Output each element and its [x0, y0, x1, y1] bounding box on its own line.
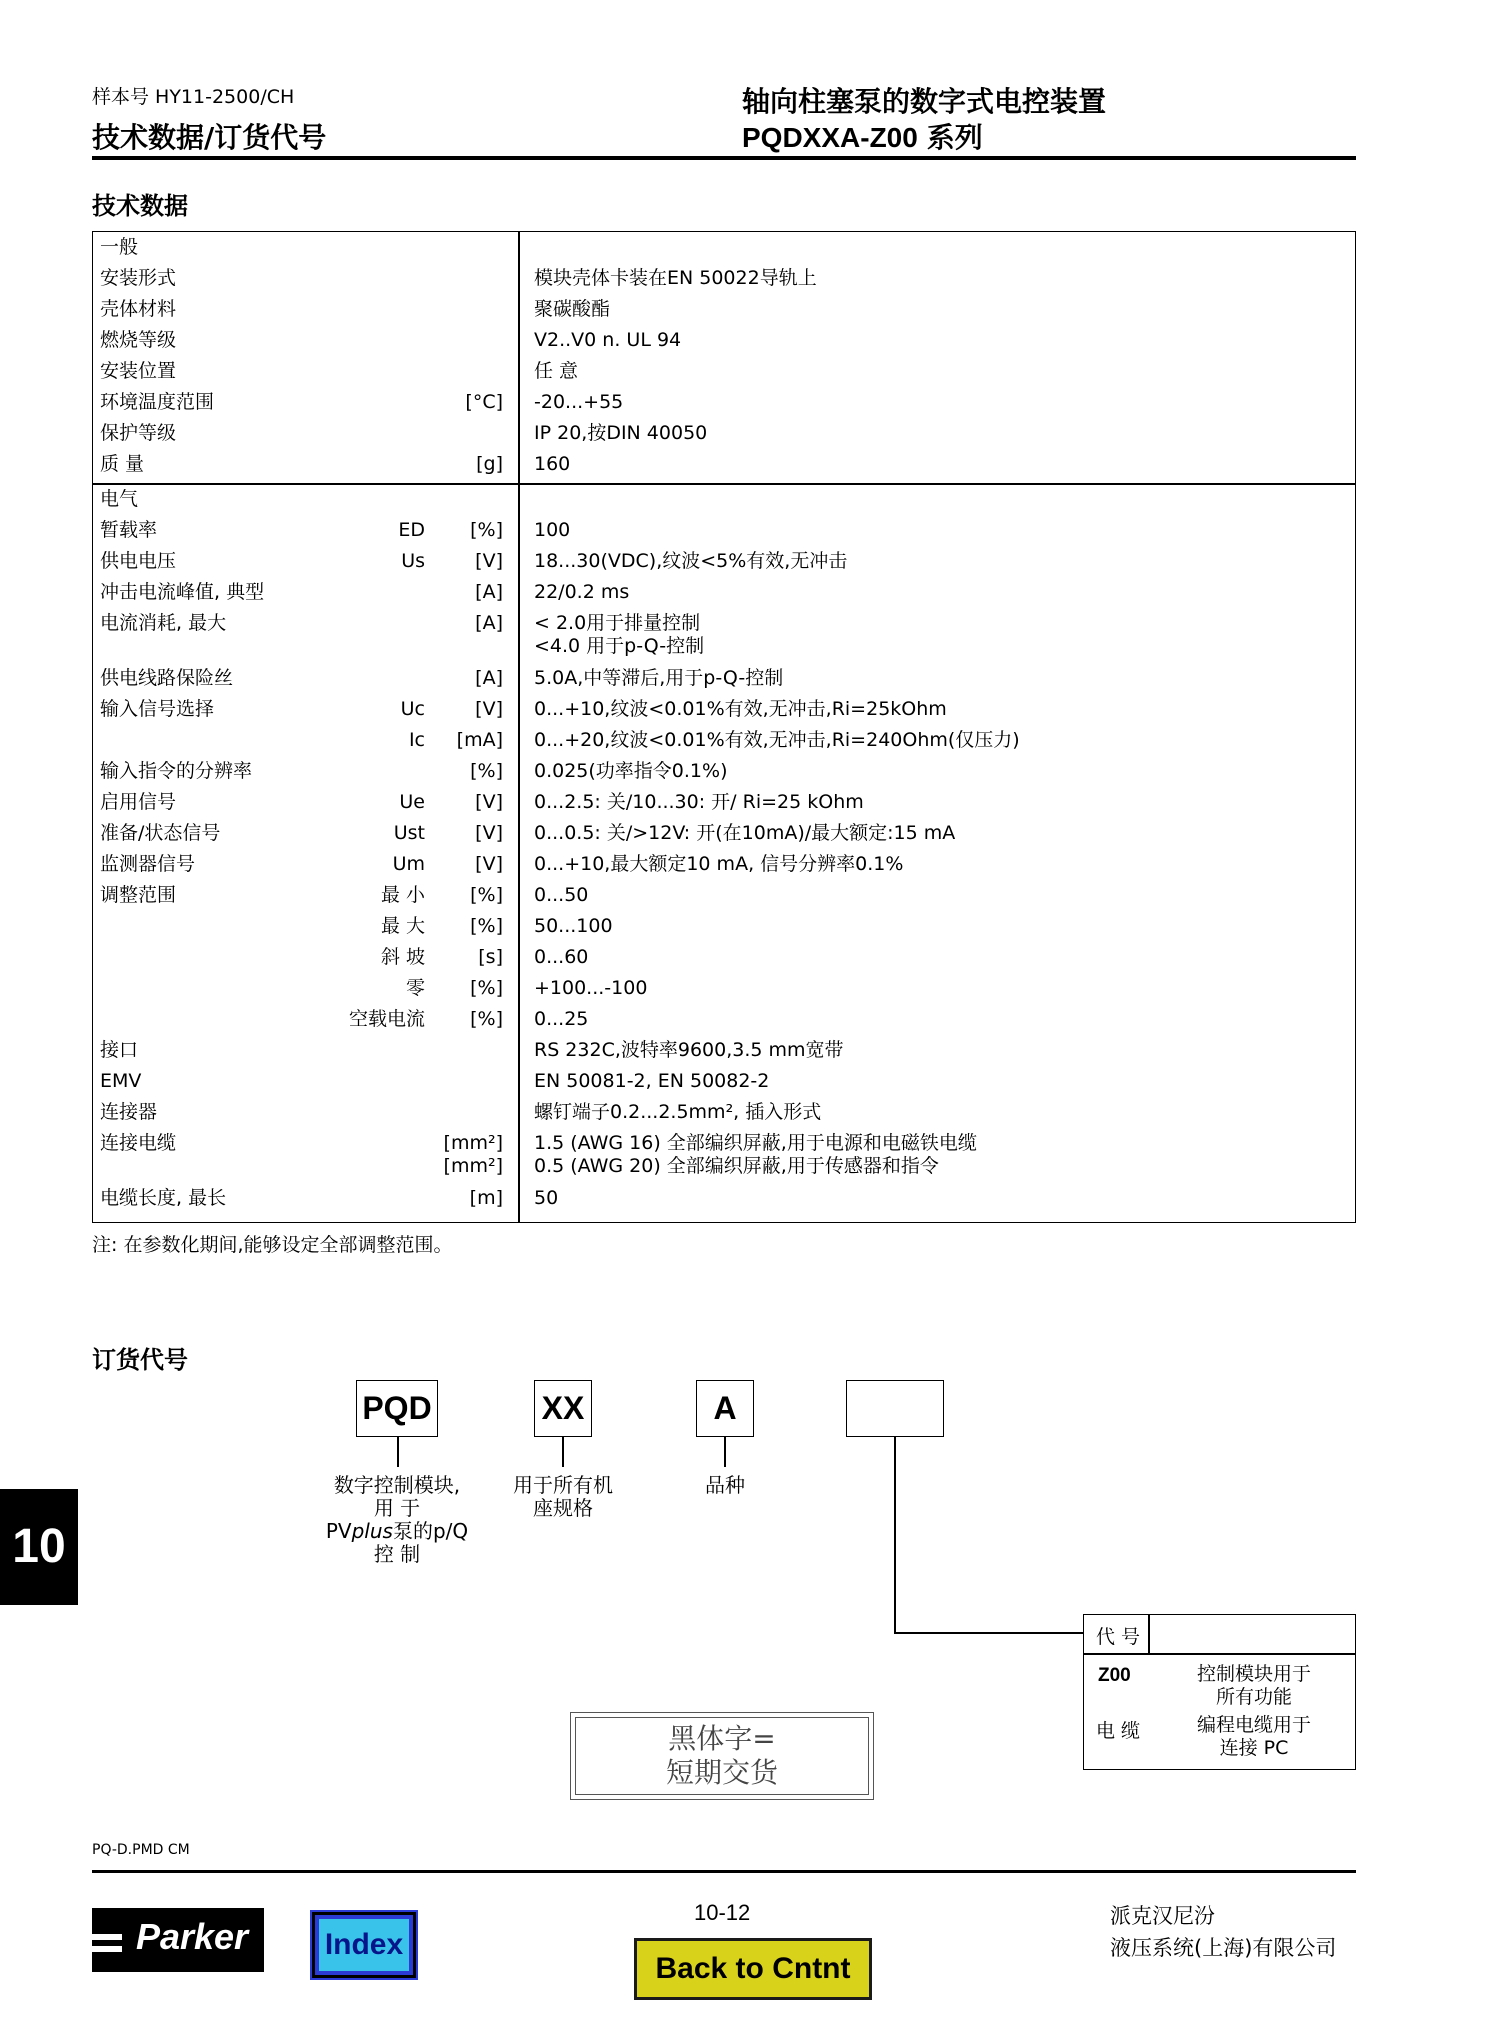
spec-row — [93, 880, 1355, 911]
spec-value: 0...0.5: 关/>12V: 开(在10mA)/最大额定:15 mA — [534, 822, 956, 844]
spec-label: 电缆长度, 最长 — [100, 1187, 227, 1209]
spec-row — [93, 787, 1355, 818]
spec-value: 160 — [534, 453, 571, 475]
spec-unit: [mm²] — [443, 1132, 503, 1154]
spec-label: 一般 — [100, 236, 139, 258]
spec-row — [93, 484, 1355, 515]
spec-unit: [%] — [470, 915, 503, 937]
spec-unit: [s] — [478, 946, 503, 968]
spec-row — [93, 449, 1355, 480]
spec-row — [93, 232, 1355, 263]
code-tick — [562, 1437, 564, 1467]
spec-unit: [°C] — [465, 391, 503, 413]
spec-symbol: Um — [392, 853, 425, 875]
spec-value: 模块壳体卡装在EN 50022导轨上 — [534, 267, 817, 289]
spec-unit: [V] — [475, 853, 503, 875]
spec-symbol: Ust — [393, 822, 425, 844]
spec-label: 安装位置 — [100, 360, 177, 382]
back-button-label: Back to Cntnt — [637, 1941, 869, 1997]
spec-label: 电气 — [100, 488, 139, 510]
spec-row — [93, 1128, 1355, 1177]
code-table-divider-h — [1084, 1653, 1355, 1655]
spec-label: 输入信号选择 — [100, 698, 215, 720]
spec-label: 燃烧等级 — [100, 329, 177, 351]
back-to-contents-button[interactable] — [634, 1938, 872, 2000]
code-cable-desc — [1164, 1714, 1344, 1760]
spec-symbol: 最 小 — [380, 884, 425, 906]
spec-value: 任 意 — [534, 360, 579, 382]
spec-row — [93, 1183, 1355, 1214]
desc-pv: PV — [325, 1519, 352, 1543]
footer-rule — [92, 1870, 1356, 1873]
parker-brand-text: Parker — [135, 1916, 249, 1957]
spec-row — [93, 942, 1355, 973]
spec-label: 连接电缆 — [100, 1132, 177, 1154]
spec-symbol: Uc — [400, 698, 425, 720]
index-button[interactable] — [312, 1912, 416, 1978]
spec-row — [93, 849, 1355, 880]
desc-line: 座规格 — [533, 1496, 593, 1520]
spec-unit: [A] — [475, 581, 503, 603]
index-button-label: Index — [319, 1919, 409, 1971]
spec-label: 壳体材料 — [100, 298, 177, 320]
spec-unit: [A] — [475, 667, 503, 689]
spec-unit: [%] — [470, 519, 503, 541]
spec-value: 0...+10,纹波<0.01%有效,无冲击,Ri=25kOhm — [534, 698, 947, 720]
spec-value: 0...25 — [534, 1008, 589, 1030]
spec-label: 接口 — [100, 1039, 139, 1061]
spec-value: 聚碳酸酯 — [534, 298, 611, 320]
desc-line: 控 制 — [373, 1542, 421, 1566]
connector-line-vertical — [894, 1437, 896, 1633]
parker-logo — [92, 1908, 264, 1972]
code-box-pqd: PQD — [356, 1380, 438, 1437]
desc-line: 用于所有机 — [513, 1473, 613, 1497]
spec-symbol: 斜 坡 — [380, 946, 425, 968]
code-cable: 电 缆 — [1096, 1720, 1141, 1742]
right-title: 轴向柱塞泵的数字式电控装置 — [742, 85, 1107, 118]
spec-row — [93, 515, 1355, 546]
spec-value: 100 — [534, 519, 571, 541]
spec-value: < 2.0用于排量控制 — [534, 612, 701, 634]
desc-line: 所有功能 — [1215, 1686, 1292, 1708]
company-subname: 液压系统(上海)有限公司 — [1110, 1936, 1337, 1960]
left-title: 技术数据/订货代号 — [92, 121, 327, 154]
spec-label: 电流消耗, 最大 — [100, 612, 227, 634]
spec-note: 注: 在参数化期间,能够设定全部调整范围。 — [92, 1234, 453, 1256]
spec-label: 暂载率 — [100, 519, 158, 541]
spec-label: EMV — [100, 1070, 142, 1092]
right-subtitle — [742, 116, 983, 156]
code-tick — [724, 1437, 726, 1467]
spec-row — [93, 546, 1355, 577]
spec-value: EN 50081-2, EN 50082-2 — [534, 1070, 770, 1092]
spec-label: 环境温度范围 — [100, 391, 215, 413]
code-desc-pqd — [290, 1474, 504, 1566]
spec-symbol: 空载电流 — [348, 1008, 425, 1030]
code-table-header: 代 号 — [1096, 1626, 1141, 1648]
spec-label: 保护等级 — [100, 422, 177, 444]
order-section-title: 订货代号 — [92, 1346, 188, 1374]
spec-symbol: 最 大 — [380, 915, 425, 937]
spec-value-line2: 0.5 (AWG 20) 全部编织屏蔽,用于传感器和指令 — [534, 1155, 939, 1177]
spec-value: 0...+20,纹波<0.01%有效,无冲击,Ri=240Ohm(仅压力) — [534, 729, 1020, 751]
desc-plus: plus — [351, 1519, 393, 1543]
spec-label: 监测器信号 — [100, 853, 196, 875]
code-z00: Z00 — [1098, 1665, 1131, 1686]
spec-value: 50 — [534, 1187, 559, 1209]
code-table-divider-v — [1148, 1615, 1150, 1653]
spec-value: 22/0.2 ms — [534, 581, 630, 603]
spec-unit: [%] — [470, 977, 503, 999]
logo-stripe — [92, 1934, 122, 1940]
spec-row — [93, 973, 1355, 1004]
spec-row — [93, 663, 1355, 694]
desc-line: 控制模块用于 — [1196, 1663, 1311, 1685]
desc-line: 用 于 — [373, 1496, 421, 1520]
spec-row — [93, 694, 1355, 725]
spec-unit-line2: [mm²] — [443, 1155, 503, 1177]
fast-line: 黑体字= — [668, 1722, 776, 1755]
spec-row — [93, 356, 1355, 387]
code-table — [1083, 1614, 1356, 1770]
spec-label: 冲击电流峰值, 典型 — [100, 581, 265, 603]
code-desc-xx — [480, 1474, 646, 1520]
code-z00-desc — [1164, 1663, 1344, 1709]
file-name: PQ-D.PMD CM — [92, 1842, 190, 1858]
spec-unit: [%] — [470, 1008, 503, 1030]
spec-value: 螺钉端子0.2...2.5mm², 插入形式 — [534, 1101, 822, 1123]
spec-row — [93, 418, 1355, 449]
spec-value-line2: <4.0 用于p-Q-控制 — [534, 635, 705, 657]
spec-symbol: Us — [401, 550, 425, 572]
spec-unit: [V] — [475, 698, 503, 720]
fast-delivery-box — [570, 1712, 874, 1800]
spec-unit: [V] — [475, 822, 503, 844]
code-box-option — [846, 1380, 944, 1437]
series-code: PQDXXA-Z00 — [742, 122, 918, 153]
spec-label: 启用信号 — [100, 791, 177, 813]
spec-label: 准备/状态信号 — [100, 822, 221, 844]
spec-row — [93, 263, 1355, 294]
spec-unit: [V] — [475, 791, 503, 813]
spec-row — [93, 725, 1355, 756]
spec-row — [93, 1004, 1355, 1035]
spec-row — [93, 756, 1355, 787]
code-box-a: A — [696, 1380, 754, 1437]
spec-row — [93, 294, 1355, 325]
header-rule — [92, 156, 1356, 160]
spec-symbol: 零 — [405, 977, 425, 999]
page-number: 10-12 — [694, 1900, 751, 1925]
spec-value: -20...+55 — [534, 391, 624, 413]
spec-value: 0...+10,最大额定10 mA, 信号分辨率0.1% — [534, 853, 904, 875]
spec-value: 5.0A,中等滞后,用于p-Q-控制 — [534, 667, 784, 689]
desc-line: 品种 — [705, 1473, 745, 1497]
code-desc-a — [680, 1474, 770, 1497]
spec-section-title: 技术数据 — [92, 192, 188, 220]
connector-line-horizontal — [894, 1632, 1083, 1634]
spec-label: 连接器 — [100, 1101, 158, 1123]
spec-unit: [V] — [475, 550, 503, 572]
company-name: 派克汉尼汾 — [1110, 1904, 1215, 1928]
spec-label: 调整范围 — [100, 884, 177, 906]
code-box-xx: XX — [534, 1380, 592, 1437]
chapter-tab: 10 — [0, 1489, 78, 1605]
spec-row — [93, 1066, 1355, 1097]
spec-unit: [mA] — [456, 729, 503, 751]
spec-label: 供电电压 — [100, 550, 177, 572]
spec-value: 0...60 — [534, 946, 589, 968]
fast-line: 短期交货 — [665, 1756, 778, 1789]
spec-unit: [g] — [476, 453, 503, 475]
spec-value: 0...50 — [534, 884, 589, 906]
desc-line: 编程电缆用于 — [1196, 1714, 1311, 1736]
series-word: 系列 — [926, 121, 983, 154]
spec-value: V2..V0 n. UL 94 — [534, 329, 682, 351]
logo-stripe — [92, 1946, 122, 1952]
spec-label: 安装形式 — [100, 267, 177, 289]
spec-symbol: Ic — [408, 729, 425, 751]
spec-symbol: Ue — [399, 791, 425, 813]
spec-row — [93, 911, 1355, 942]
code-tick — [397, 1437, 399, 1467]
spec-unit: [A] — [475, 612, 503, 634]
spec-row — [93, 818, 1355, 849]
desc-line: 连接 PC — [1219, 1737, 1289, 1759]
spec-row — [93, 608, 1355, 657]
spec-symbol: ED — [398, 519, 425, 541]
spec-row — [93, 1097, 1355, 1128]
fast-delivery-text — [575, 1717, 869, 1795]
spec-value: IP 20,按DIN 40050 — [534, 422, 708, 444]
spec-label: 质 量 — [100, 453, 145, 475]
desc-line: 数字控制模块, — [333, 1473, 461, 1497]
spec-value: 50...100 — [534, 915, 613, 937]
spec-value: +100...-100 — [534, 977, 648, 999]
spec-unit: [%] — [470, 760, 503, 782]
spec-unit: [%] — [470, 884, 503, 906]
spec-table — [92, 231, 1356, 1223]
desc-pq: 泵的p/Q — [392, 1519, 469, 1543]
spec-row — [93, 325, 1355, 356]
spec-unit: [m] — [469, 1187, 503, 1209]
spec-row — [93, 1035, 1355, 1066]
spec-value: RS 232C,波特率9600,3.5 mm宽带 — [534, 1039, 844, 1061]
spec-value: 1.5 (AWG 16) 全部编织屏蔽,用于电源和电磁铁电缆 — [534, 1132, 977, 1154]
spec-value: 0.025(功率指令0.1%) — [534, 760, 728, 782]
desc-line — [290, 1520, 504, 1543]
spec-label: 输入指令的分辨率 — [100, 760, 253, 782]
catalog-number: 样本号 HY11-2500/CH — [92, 86, 295, 108]
spec-label: 供电线路保险丝 — [100, 667, 234, 689]
spec-value: 0...2.5: 关/10...30: 开/ Ri=25 kOhm — [534, 791, 864, 813]
spec-row — [93, 577, 1355, 608]
spec-value: 18...30(VDC),纹波<5%有效,无冲击 — [534, 550, 848, 572]
spec-row — [93, 387, 1355, 418]
